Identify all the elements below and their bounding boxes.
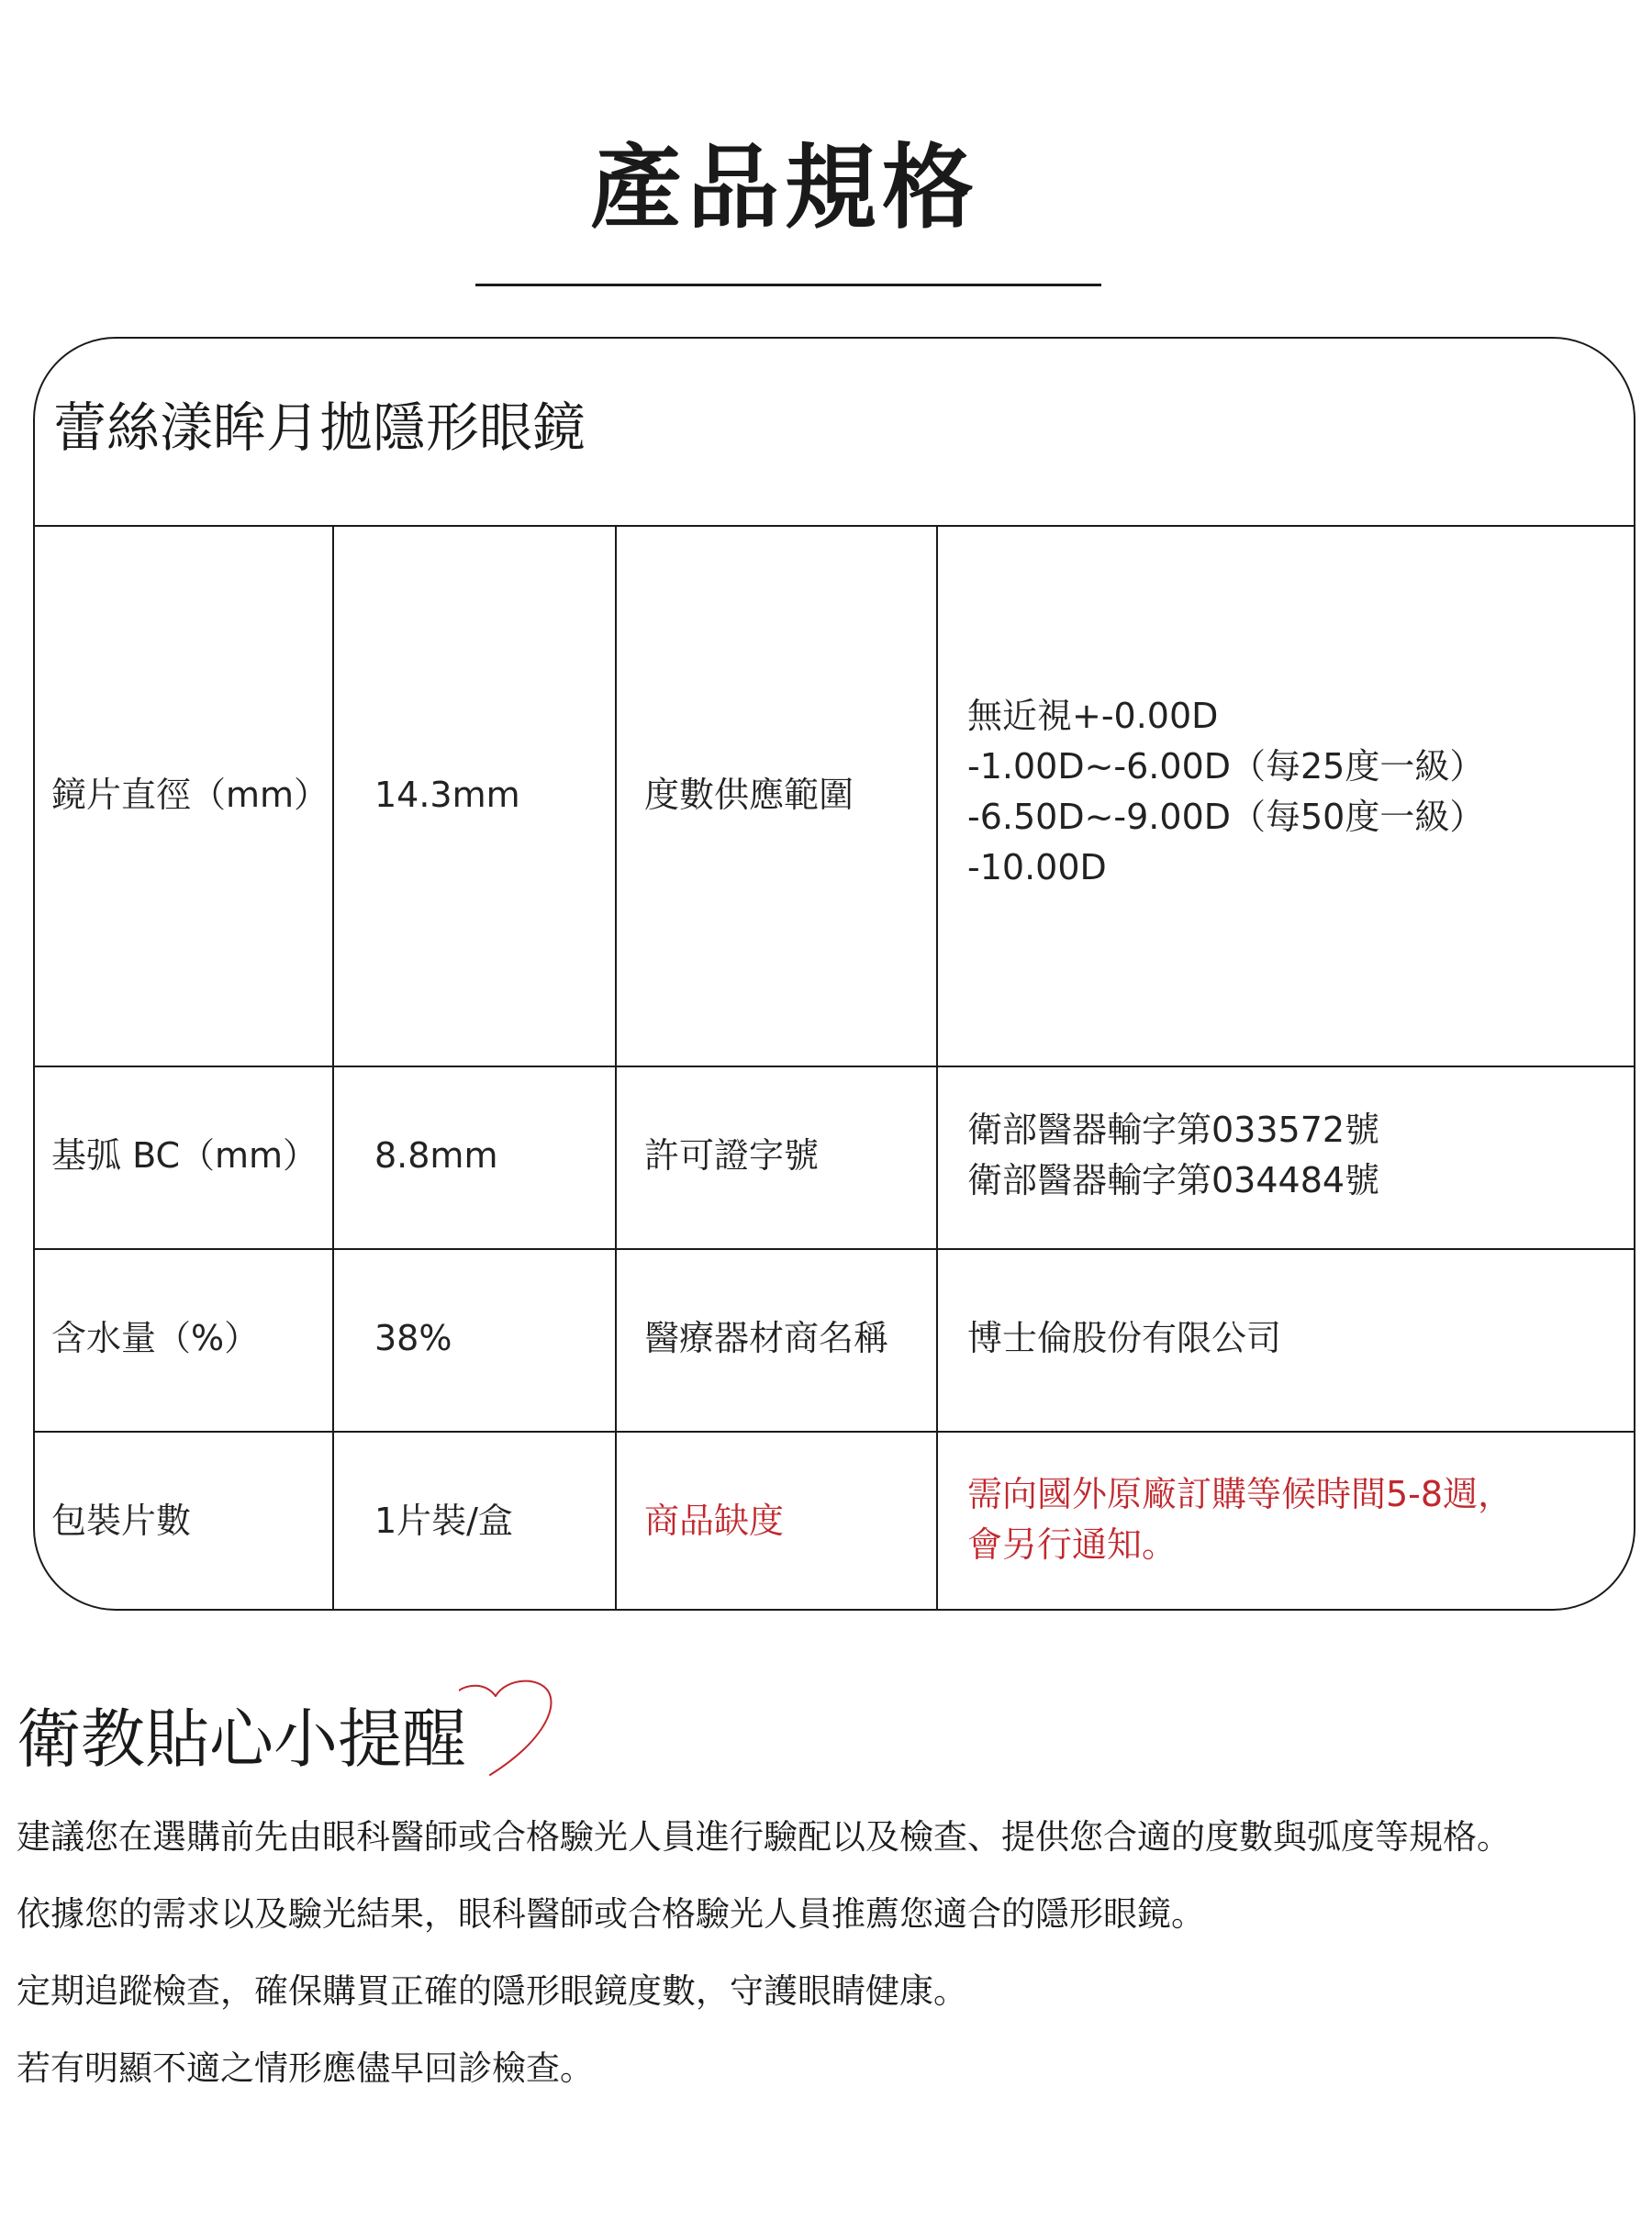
spec-label-base-curve: 基弧 BC（mm） (51, 1135, 318, 1176)
spec-value-water-content: 38% (374, 1318, 452, 1358)
spec-value-license (967, 1105, 1379, 1206)
power-range-line: 無近視+-0.00D (967, 696, 1219, 736)
spec-label-pack-count: 包裝片數 (51, 1501, 192, 1541)
spec-value-out-of-stock-note (967, 1469, 1512, 1570)
spec-label-power-range: 度數供應範圍 (644, 775, 854, 815)
out-of-stock-line: 會另行通知。 (967, 1524, 1178, 1565)
spec-value-vendor: 博士倫股份有限公司 (967, 1318, 1282, 1358)
table-divider (615, 525, 617, 1611)
tips-paragraph: 建議您在選購前先由眼科醫師或合格驗光人員進行驗配以及檢查、提供您合適的度數與弧度等規格。 (17, 1817, 1511, 1857)
tips-paragraph: 定期追蹤檢查，確保購買正確的隱形眼鏡度數，守護眼睛健康。 (17, 1971, 967, 2011)
power-range-line: -6.50D~-9.00D（每50度一級） (967, 797, 1485, 837)
spec-value-power-range (967, 691, 1484, 893)
table-divider (35, 1431, 1634, 1433)
table-divider (35, 1248, 1634, 1250)
license-line: 衛部醫器輸字第034484號 (967, 1160, 1380, 1200)
power-range-line: -10.00D (967, 847, 1107, 887)
spec-value-diameter: 14.3mm (374, 775, 520, 815)
table-divider (332, 525, 334, 1611)
page-title: 產品規格 (590, 134, 979, 241)
table-divider (35, 1066, 1634, 1067)
spec-label-out-of-stock: 商品缺度 (644, 1501, 785, 1541)
spec-table (33, 337, 1635, 1611)
spec-label-water-content: 含水量（%） (51, 1318, 260, 1358)
tips-paragraph: 若有明顯不適之情形應儘早回診檢查。 (17, 2048, 594, 2088)
table-divider (35, 525, 1634, 527)
power-range-line: -1.00D~-6.00D（每25度一級） (967, 746, 1485, 787)
table-divider (936, 525, 938, 1611)
spec-label-diameter: 鏡片直徑（mm） (51, 775, 329, 815)
product-name: 蕾絲漾眸月拋隱形眼鏡 (53, 396, 586, 459)
spec-label-vendor: 醫療器材商名稱 (644, 1318, 889, 1358)
tips-title: 衛教貼心小提醒 (17, 1702, 466, 1777)
spec-value-base-curve: 8.8mm (374, 1135, 498, 1176)
spec-value-pack-count: 1片裝/盒 (374, 1501, 513, 1541)
heart-icon (459, 1670, 560, 1780)
title-divider (475, 284, 1101, 286)
tips-paragraph: 依據您的需求以及驗光結果，眼科醫師或合格驗光人員推薦您適合的隱形眼鏡。 (17, 1894, 1205, 1934)
out-of-stock-line: 需向國外原廠訂購等候時間5-8週， (967, 1474, 1513, 1514)
license-line: 衛部醫器輸字第033572號 (967, 1110, 1380, 1150)
spec-label-license: 許可證字號 (644, 1135, 820, 1176)
